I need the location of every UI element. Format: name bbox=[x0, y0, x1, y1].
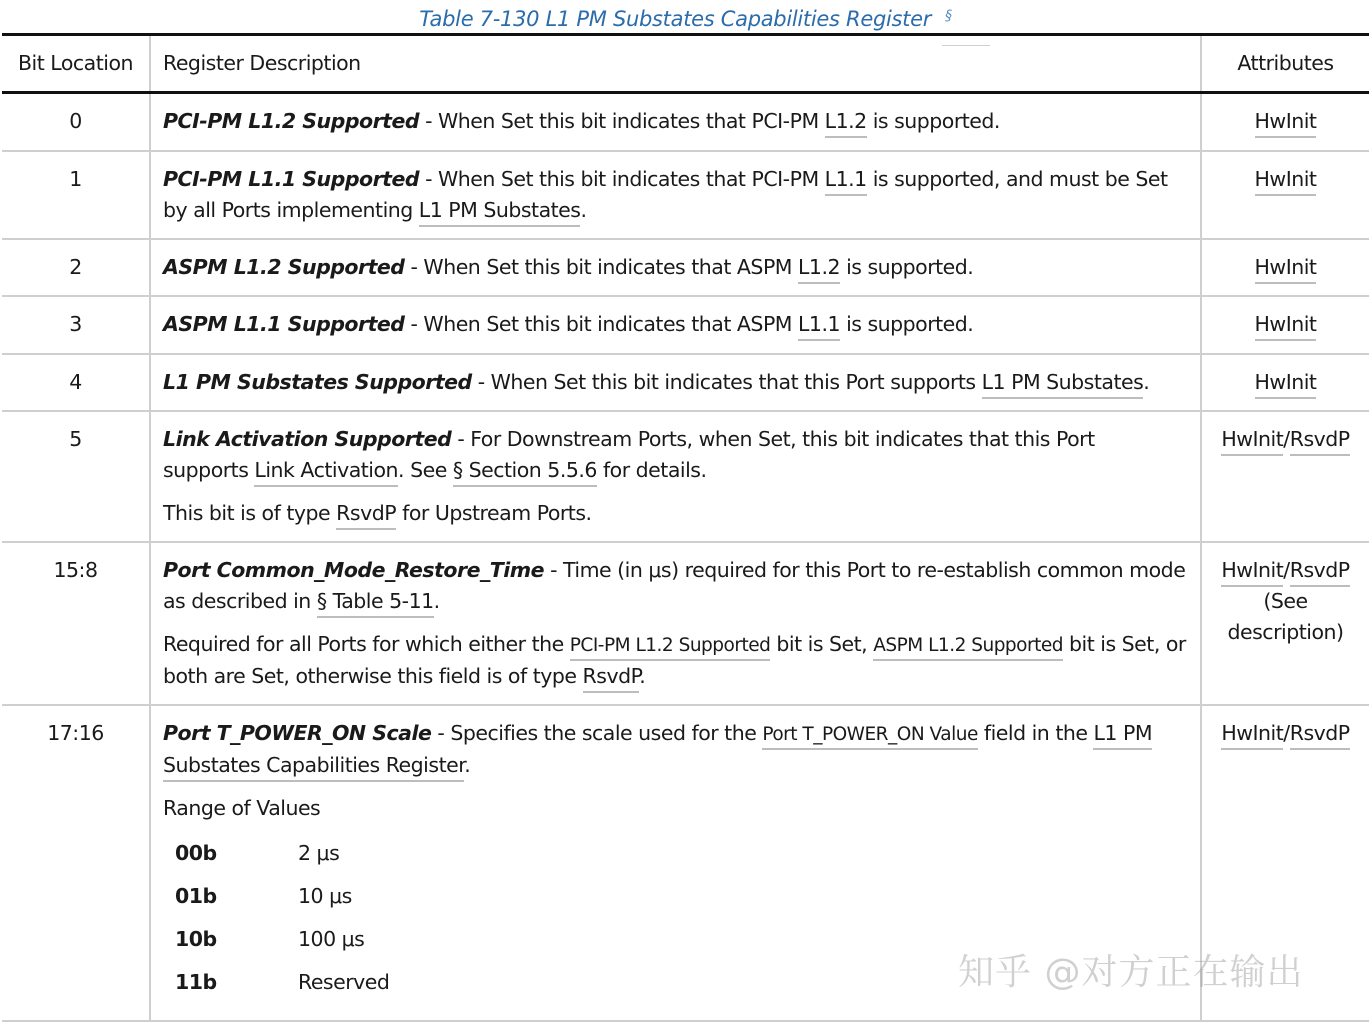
list-item bbox=[163, 875, 1186, 918]
desc-text: . bbox=[1143, 369, 1150, 394]
desc-paragraph bbox=[163, 718, 1186, 781]
header-bit-location: Bit Location bbox=[2, 35, 150, 93]
watermark: 知乎 @对方正在输出 bbox=[958, 952, 1304, 993]
term-link[interactable]: RsvdP bbox=[336, 501, 396, 530]
header-attributes: Attributes bbox=[1201, 35, 1369, 93]
field-link[interactable]: PCI-PM L1.2 Supported bbox=[570, 635, 771, 661]
attribute-link[interactable]: HwInit bbox=[1221, 427, 1283, 456]
desc-text: - For Downstream Ports, when Set, this bit indicates that this Port supports bbox=[163, 426, 1095, 482]
desc-text: bit is Set, or both are Set, otherwise this field is of type bbox=[163, 631, 1186, 688]
term-link[interactable]: L1 PM Substates bbox=[982, 370, 1144, 399]
register-description bbox=[150, 411, 1201, 542]
field-name: PCI-PM L1.2 Supported bbox=[163, 109, 420, 133]
field-name: ASPM L1.2 Supported bbox=[163, 254, 405, 279]
field-name: Link Activation Supported bbox=[163, 426, 452, 451]
desc-text: - Time (in μs) required for this Port to re-establish common mode as described in bbox=[163, 557, 1186, 613]
attributes bbox=[1201, 296, 1369, 354]
attributes bbox=[1201, 542, 1369, 705]
desc-text: . bbox=[580, 197, 587, 222]
register-description bbox=[150, 542, 1201, 705]
desc-text: is supported, and must be Set by all Ports implementing bbox=[163, 166, 1168, 222]
register-description bbox=[150, 93, 1201, 151]
field-name: Port T_POWER_ON Scale bbox=[163, 720, 432, 745]
value-code: 11b bbox=[175, 969, 217, 994]
bit-location: 3 bbox=[2, 296, 150, 354]
register-description bbox=[150, 354, 1201, 411]
value-meaning: 100 μs bbox=[298, 926, 365, 951]
value-meaning: 10 μs bbox=[298, 883, 352, 908]
desc-text: - When Set this bit indicates that ASPM bbox=[404, 254, 799, 279]
value-code: 10b bbox=[175, 926, 217, 951]
register-link[interactable]: L1 PM Substates Capabilities Register bbox=[163, 721, 1152, 782]
desc-text: is supported. bbox=[866, 109, 1000, 133]
attribute-link[interactable]: RsvdP bbox=[1290, 558, 1350, 587]
attribute-separator: / bbox=[1283, 720, 1290, 745]
value-meaning: 2 μs bbox=[298, 840, 340, 865]
list-item bbox=[163, 832, 1186, 875]
header-register-description: Register Description bbox=[150, 35, 1201, 93]
desc-paragraph bbox=[163, 424, 1186, 486]
term-link[interactable]: L1 PM Substates bbox=[419, 198, 581, 227]
attribute-separator: / bbox=[1283, 557, 1290, 582]
desc-text: This bit is of type bbox=[163, 500, 337, 525]
term-link[interactable]: L1.2 bbox=[798, 255, 840, 284]
desc-text: - When Set this bit indicates that PCI-PM bbox=[419, 109, 825, 133]
value-code: 01b bbox=[175, 883, 217, 908]
table-row bbox=[2, 296, 1369, 354]
desc-text: is supported. bbox=[840, 254, 974, 279]
desc-text: field in the bbox=[977, 720, 1094, 745]
register-description bbox=[150, 151, 1201, 239]
desc-text: is supported. bbox=[840, 311, 974, 336]
table-row bbox=[2, 411, 1369, 542]
attributes bbox=[1201, 411, 1369, 542]
desc-text: - When Set this bit indicates that this Port supports bbox=[471, 369, 982, 394]
field-link[interactable]: ASPM L1.2 Supported bbox=[873, 635, 1063, 661]
register-description bbox=[150, 239, 1201, 296]
bit-location: 17:16 bbox=[2, 705, 150, 1021]
table-row bbox=[2, 93, 1369, 151]
attributes bbox=[1201, 151, 1369, 239]
desc-text: Required for all Ports for which either the bbox=[163, 631, 570, 656]
desc-text: - When Set this bit indicates that PCI-PM bbox=[419, 166, 825, 191]
table-row bbox=[2, 239, 1369, 296]
bit-location: 2 bbox=[2, 239, 150, 296]
attributes bbox=[1201, 93, 1369, 151]
section-link[interactable]: § Section 5.5.6 bbox=[453, 458, 597, 487]
desc-text: for details. bbox=[596, 457, 707, 482]
attribute-link[interactable]: HwInit bbox=[1221, 721, 1283, 750]
desc-paragraph bbox=[163, 498, 1186, 529]
attribute-link[interactable]: RsvdP bbox=[1290, 427, 1350, 456]
desc-text: . See bbox=[398, 457, 453, 482]
caption-title: Table 7-130 L1 PM Substates Capabilities Register bbox=[419, 7, 932, 31]
section-link[interactable]: § bbox=[945, 8, 952, 24]
table-row bbox=[2, 542, 1369, 705]
register-table bbox=[2, 33, 1369, 1022]
desc-text: - Specifies the scale used for the bbox=[431, 720, 763, 745]
table-caption bbox=[0, 0, 1371, 34]
attribute-note: (See description) bbox=[1227, 588, 1344, 644]
term-link[interactable]: L1.2 bbox=[825, 109, 867, 138]
bit-location: 1 bbox=[2, 151, 150, 239]
term-link[interactable]: RsvdP bbox=[583, 664, 640, 693]
field-name: PCI-PM L1.1 Supported bbox=[163, 166, 420, 191]
table-row bbox=[2, 151, 1369, 239]
attribute-link[interactable]: HwInit bbox=[1221, 558, 1283, 587]
desc-text: . bbox=[433, 588, 440, 613]
field-name: L1 PM Substates Supported bbox=[163, 369, 472, 394]
attribute-link[interactable]: HwInit bbox=[1255, 167, 1317, 196]
desc-paragraph bbox=[163, 629, 1186, 692]
attribute-separator: / bbox=[1283, 426, 1290, 451]
attribute-link[interactable]: HwInit bbox=[1255, 109, 1317, 138]
desc-text: . bbox=[639, 663, 646, 688]
bit-location: 4 bbox=[2, 354, 150, 411]
bit-location: 0 bbox=[2, 93, 150, 151]
term-link[interactable]: Link Activation bbox=[254, 458, 398, 487]
attributes bbox=[1201, 354, 1369, 411]
bit-location: 15:8 bbox=[2, 542, 150, 705]
desc-text: bit is Set, bbox=[770, 631, 874, 656]
register-description bbox=[150, 296, 1201, 354]
value-code: 00b bbox=[175, 840, 217, 865]
term-link[interactable]: L1.1 bbox=[825, 167, 867, 196]
value-meaning: Reserved bbox=[298, 969, 390, 994]
desc-text: for Upstream Ports. bbox=[396, 500, 592, 525]
header-row bbox=[2, 35, 1369, 93]
attribute-link[interactable]: HwInit bbox=[1255, 370, 1317, 399]
attribute-link[interactable]: HwInit bbox=[1255, 312, 1317, 341]
range-of-values-label: Range of Values bbox=[163, 795, 321, 820]
attribute-link[interactable]: HwInit bbox=[1255, 255, 1317, 284]
field-name: ASPM L1.1 Supported bbox=[163, 311, 405, 336]
table-link[interactable]: § Table 5-11 bbox=[317, 589, 434, 618]
field-name: Port Common_Mode_Restore_Time bbox=[163, 557, 545, 582]
term-link[interactable]: L1.1 bbox=[798, 312, 840, 341]
table-row bbox=[2, 354, 1369, 411]
attributes bbox=[1201, 239, 1369, 296]
attribute-link[interactable]: RsvdP bbox=[1290, 721, 1350, 750]
bit-location: 5 bbox=[2, 411, 150, 542]
desc-text: - When Set this bit indicates that ASPM bbox=[404, 311, 799, 336]
desc-paragraph bbox=[163, 555, 1186, 617]
desc-text: . bbox=[464, 752, 471, 777]
field-link[interactable]: Port T_POWER_ON Value bbox=[762, 724, 978, 750]
